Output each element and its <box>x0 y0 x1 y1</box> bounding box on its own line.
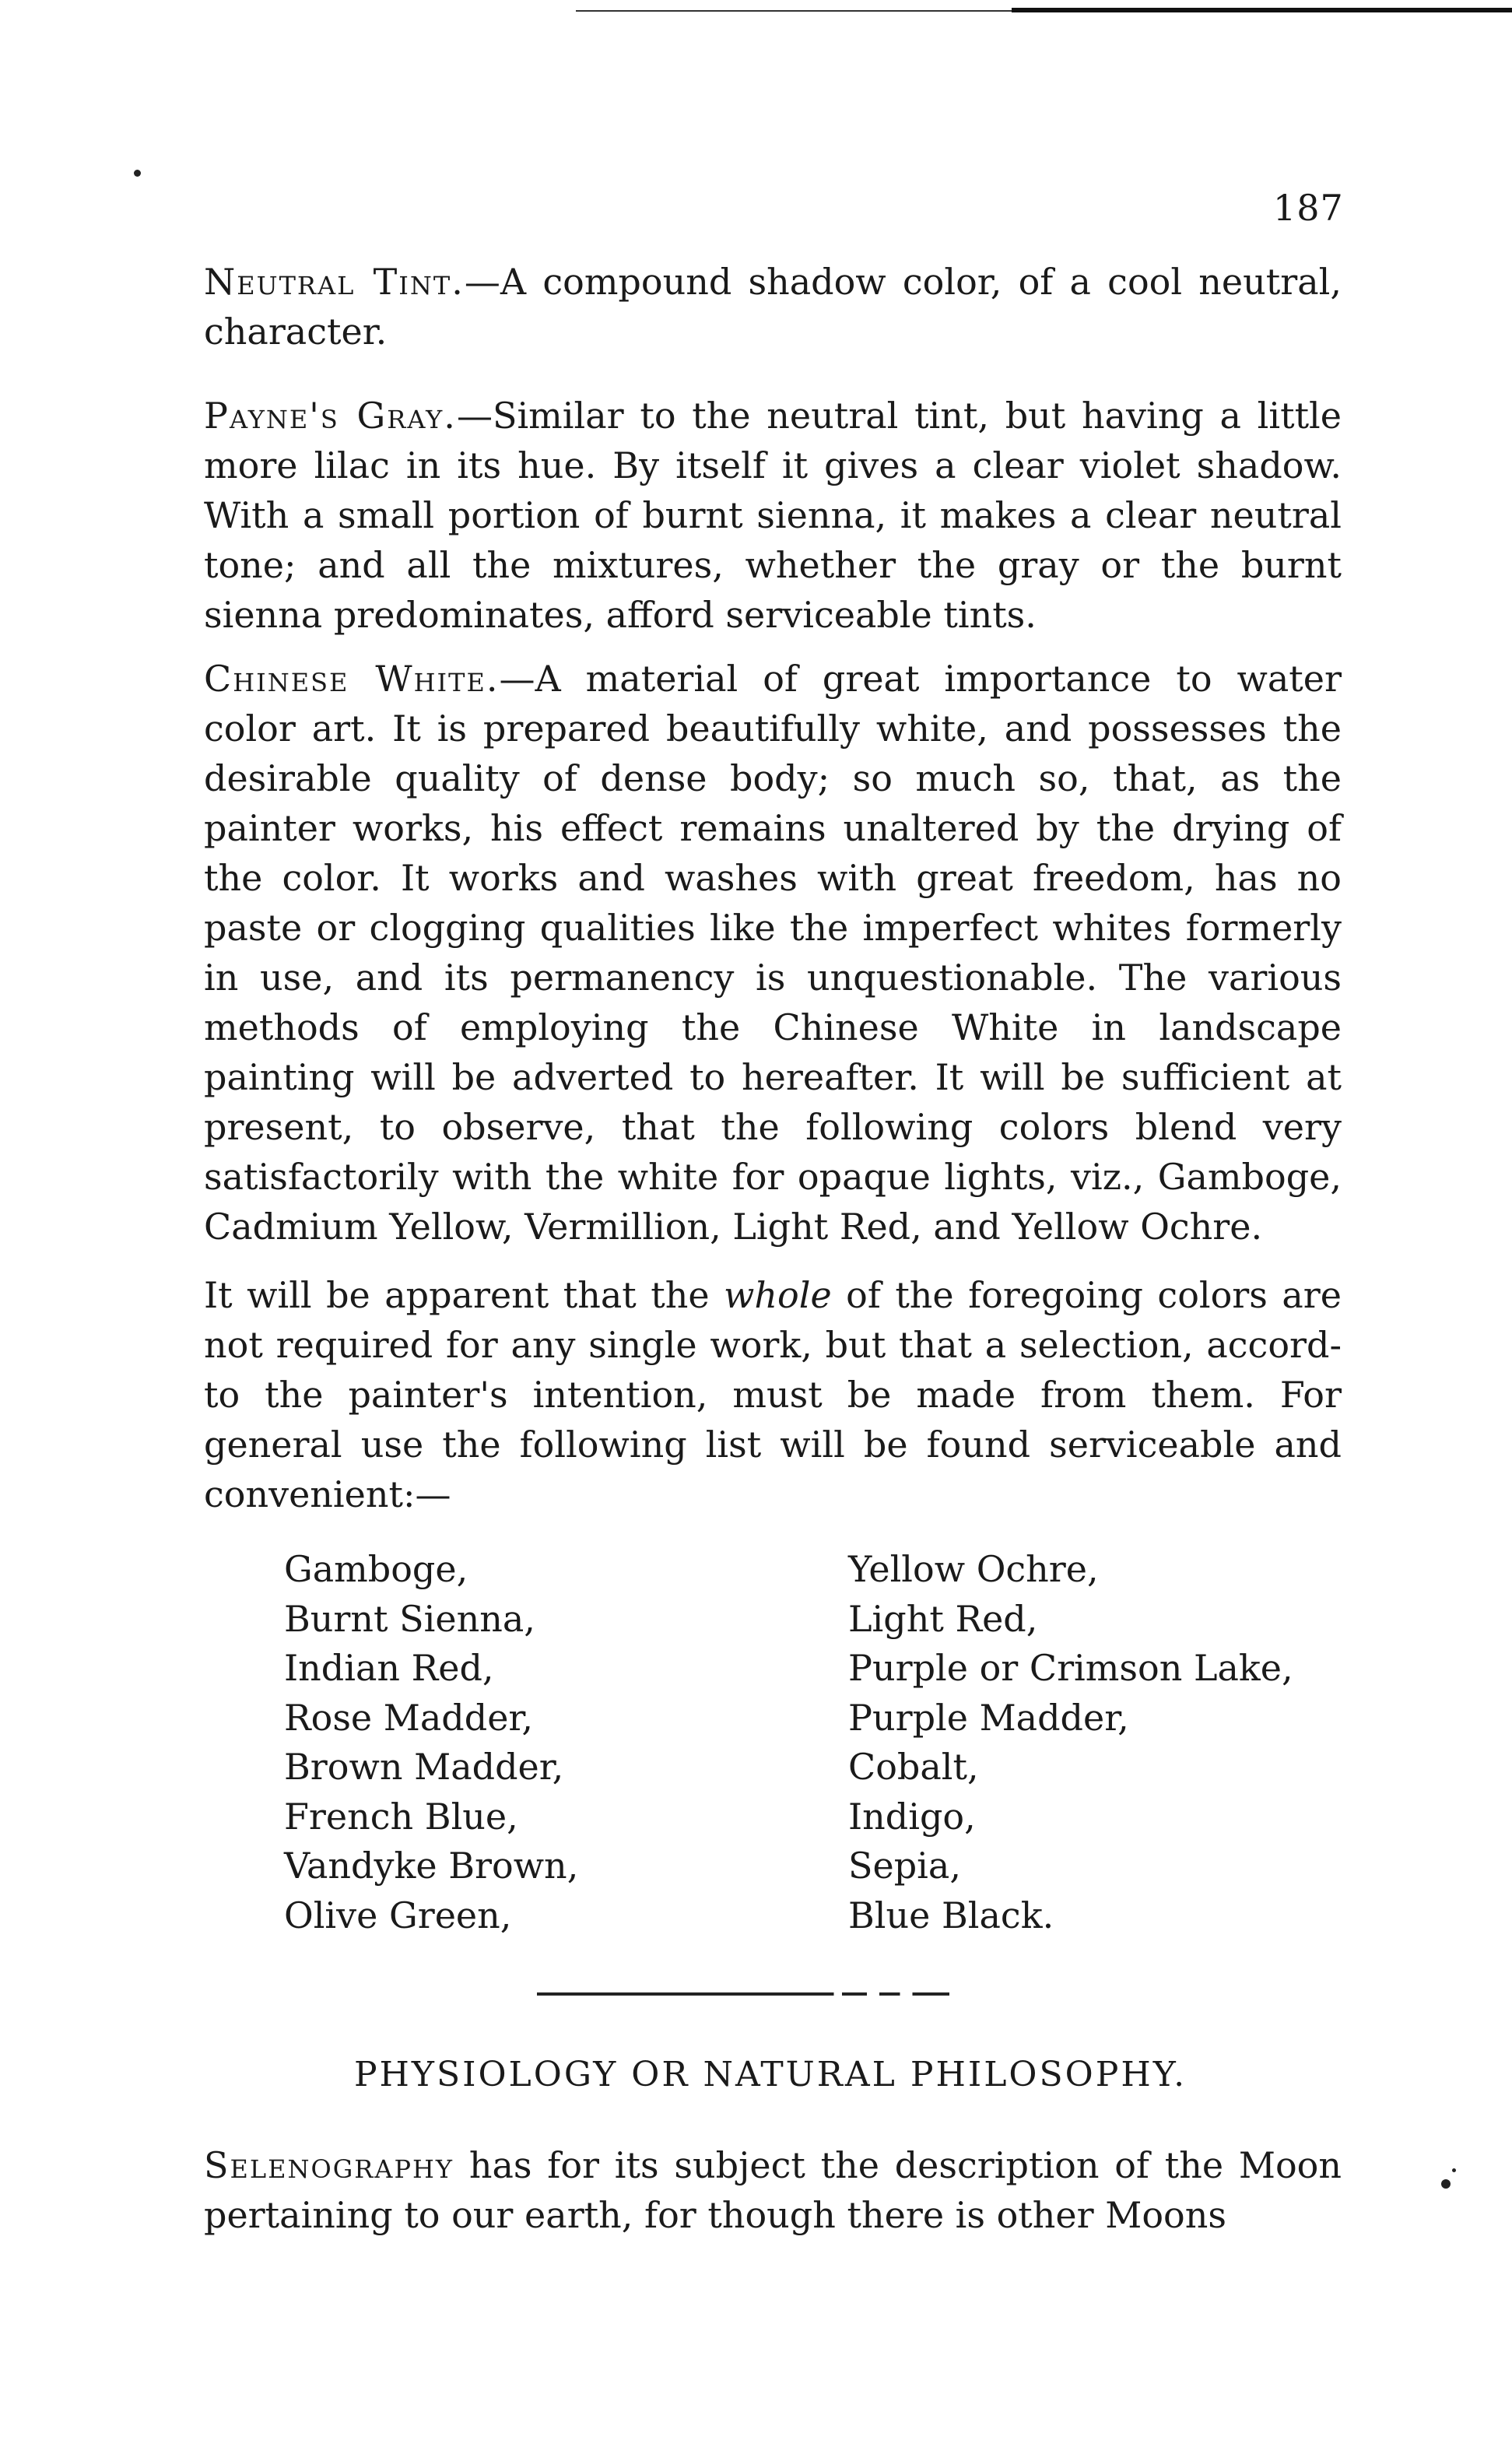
color-list-item: Purple Madder, <box>848 1696 1129 1739</box>
color-list-item: Burnt Sienna, <box>284 1597 535 1640</box>
paragraph-paynes-gray <box>204 391 1342 640</box>
color-list-item: Yellow Ochre, <box>848 1548 1099 1590</box>
text-chinese-white: —A material of great importance to water color art. It is prepared beautifully white, and possesses the desirable quality of dense body; so much so, that, as the painter works, his effect remains unaltered by the drying of the color. It works and washes with great freedom, has no paste or clogging qualities like the imperfect whites formerly in use, and its permanency is unquestionable. The various methods of employing the Chinese White in landscape painting will be adverted to hereafter. It will be sufficient at present, to observe, that the following colors blend very satisfactorily with the white for opaque lights, viz., Gamboge, Cadmium Yellow, Vermillion, Light Red, and Yellow Ochre. <box>204 658 1342 1248</box>
color-list-item: Indigo, <box>848 1795 976 1838</box>
color-list-item: Light Red, <box>848 1597 1038 1640</box>
color-list-item: French Blue, <box>284 1795 518 1838</box>
color-list-left <box>284 1545 578 1940</box>
term-neutral-tint: Neutral Tint. <box>204 261 465 303</box>
text-neutral-tint: —A compound shadow color, of a cool neutral, character. <box>204 261 1342 353</box>
summary-emphasis: whole <box>724 1274 832 1316</box>
paragraph-summary <box>204 1270 1342 1519</box>
ink-speck <box>1441 2179 1451 2189</box>
color-list-item: Cobalt, <box>848 1746 979 1788</box>
text-paynes-gray: —Similar to the neutral tint, but having a little more lilac in its hue. By itself it gives a clear violet shadow. With a small portion of burnt sienna, it makes a clear neutral tone; and all the mixtures, whether the gray or the burnt sienna predominates, afford serviceable tints. <box>204 395 1342 636</box>
summary-text-after: of the foregoing colors are not required for any single work, but that a selection, accord- to the painter's intention, must be made from them. For general use the following list will be found serviceable and convenient:— <box>204 1274 1342 1515</box>
color-list-right <box>848 1545 1293 1940</box>
paragraph-chinese-white <box>204 654 1342 1252</box>
text-selenography: has for its subject the description of the Moon pertaining to our earth, for though there is other Moons <box>204 2144 1342 2236</box>
section-heading: PHYSIOLOGY OR NATURAL PHILOSOPHY. <box>353 2055 1187 2094</box>
ink-speck <box>134 170 141 177</box>
color-list-item: Rose Madder, <box>284 1696 533 1739</box>
top-rule <box>576 8 1512 16</box>
term-chinese-white: Chinese White. <box>204 658 500 700</box>
paragraph-selenography <box>204 2140 1342 2240</box>
color-list-item: Sepia, <box>848 1845 961 1887</box>
page-number: 187 <box>1273 187 1344 229</box>
color-list-item: Indian Red, <box>284 1647 494 1689</box>
section-divider <box>537 1992 949 1996</box>
summary-text-before: It will be apparent that the <box>204 1274 724 1316</box>
color-list-item: Purple or Crimson Lake, <box>848 1647 1293 1689</box>
color-list-item: Olive Green, <box>284 1894 512 1936</box>
paragraph-neutral-tint <box>204 257 1342 356</box>
color-list-item: Blue Black. <box>848 1894 1054 1936</box>
color-list-item: Gamboge, <box>284 1548 468 1590</box>
term-paynes-gray: Payne's Gray. <box>204 395 457 437</box>
top-rule-thick <box>1012 8 1512 12</box>
term-selenography: Selenography <box>204 2144 454 2186</box>
ink-speck <box>1452 2168 1456 2172</box>
color-list-item: Vandyke Brown, <box>284 1845 579 1887</box>
color-list-item: Brown Madder, <box>284 1746 564 1788</box>
